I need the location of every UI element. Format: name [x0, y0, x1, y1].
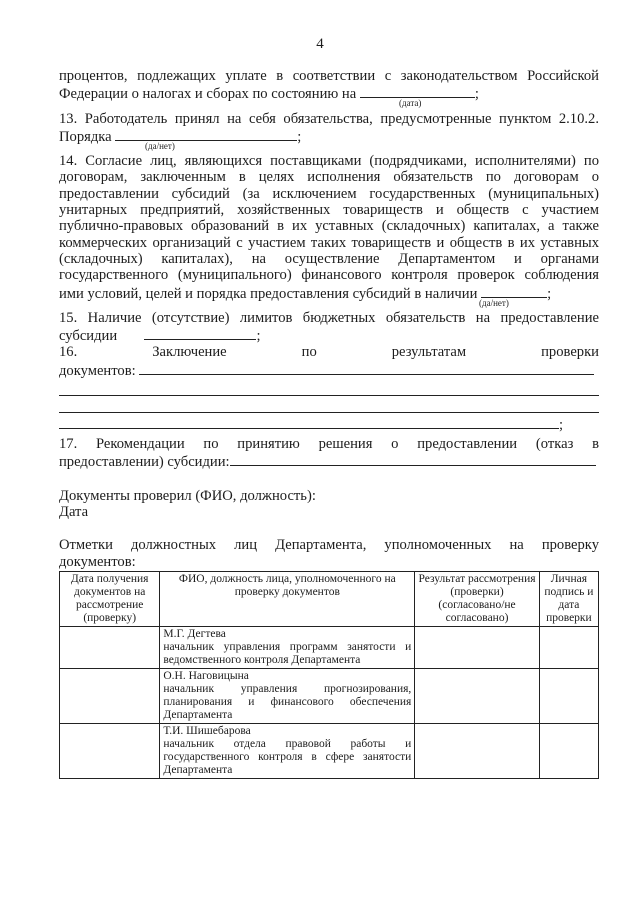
marks-line1: Отметки должностных лиц Департамента, уполномоченных на проверку: [59, 537, 599, 554]
p15-line1: 15. Наличие (отсутствие) лимитов бюджетных обязательств на предоставление: [59, 309, 599, 326]
cell-official: [160, 626, 415, 668]
p14-last-line: ими условий, целей и порядка предоставления субсидий в наличии ; (да/нет): [59, 285, 552, 308]
p16-conclusion-line[interactable]: [59, 379, 599, 396]
cell-date[interactable]: [60, 668, 160, 723]
p13-line2: Порядка ; (да/нет): [59, 128, 302, 151]
cell-date[interactable]: [60, 723, 160, 778]
checked-date-label: Дата: [59, 503, 89, 520]
cell-result[interactable]: [415, 626, 539, 668]
official-position: начальник управления прогнозирования, планирования и финансового обеспечения Департамента: [163, 682, 412, 721]
cell-result[interactable]: [415, 723, 539, 778]
document-body: [59, 68, 599, 779]
cell-signature[interactable]: [539, 668, 598, 723]
cell-result[interactable]: [415, 668, 539, 723]
p14-text: [59, 153, 599, 283]
p17-recommendation-field[interactable]: [230, 452, 596, 466]
header-date-received: Дата получения документов на рассмотрение (проверку): [60, 571, 160, 626]
p12-line2: Федерации о налогах и сборах по состоянию на ; (дата): [59, 86, 479, 109]
p14-line: государственного (муниципального) финансового контроля проверок соблюдения: [59, 267, 599, 284]
page-number: 4: [316, 36, 324, 52]
p16-line1: 16. Заключение по результатам проверки: [59, 344, 599, 361]
official-name: Т.И. Шишебарова: [163, 724, 251, 737]
table-row: [60, 723, 599, 778]
p12-date-field[interactable]: [360, 84, 475, 98]
p16-conclusion-field[interactable]: [139, 361, 594, 375]
official-position: начальник управления программ занятости и ведомственного контроля Департамента: [163, 640, 412, 666]
p14-hint: (да/нет): [479, 297, 509, 308]
marks-line2: документов:: [59, 553, 136, 570]
p16-last-line: ;: [59, 413, 599, 429]
p17-line1: 17. Рекомендации по принятию решения о предоставлении (отказ в: [59, 436, 599, 453]
cell-date[interactable]: [60, 626, 160, 668]
official-name: О.Н. Наговицына: [163, 669, 249, 682]
official-position: начальник отдела правовой работы и государственного контроля в сфере занятости Департамента: [163, 737, 412, 776]
table-row: [60, 668, 599, 723]
cell-official: [160, 668, 415, 723]
header-official: ФИО, должность лица, уполномоченного на проверку документов: [160, 571, 415, 626]
p16-line2: документов:: [59, 361, 599, 379]
official-name: М.Г. Дегтева: [163, 627, 226, 640]
p14-line: 14. Согласие лиц, являющихся поставщиками (подрядчиками, исполнителями) по: [59, 153, 599, 170]
p13-line1: 13. Работодатель принял на себя обязательства, предусмотренные пунктом 2.10.2.: [59, 110, 599, 127]
p15-field[interactable]: [144, 326, 256, 340]
checked-by-label: Документы проверил (ФИО, должность):: [59, 487, 316, 504]
table-row: [60, 626, 599, 668]
cell-signature[interactable]: [539, 723, 598, 778]
p14-yes-no-field[interactable]: [481, 284, 547, 298]
p13-hint: (да/нет): [145, 140, 175, 151]
p13-yes-no-field[interactable]: [115, 127, 297, 141]
header-signature: Личная подпись и дата проверки: [539, 571, 598, 626]
cell-official: [160, 723, 415, 778]
approval-table: [59, 571, 599, 779]
table-header-row: [60, 571, 599, 626]
p15-line2: субсидии ;: [59, 328, 261, 345]
p12-line1: процентов, подлежащих уплате в соответствии с законодательством Российской: [59, 68, 599, 84]
p17-line2: предоставлении) субсидии:: [59, 452, 599, 470]
header-result: Результат рассмотрения (проверки) (согласовано/не согласовано): [415, 571, 539, 626]
p14-line: предоставлении субсидий (за исключением государственных (муниципальных): [59, 185, 599, 202]
p14-line: публично-правовых образований в их уставных (складочных) капиталах, а также: [59, 218, 599, 235]
p14-line: унитарных предприятий, хозяйственных товариществ и обществ с участием: [59, 202, 599, 219]
p12-hint: (дата): [399, 98, 422, 109]
p14-line: договорам, заключенным в целях исполнения обязательств по договорам о: [59, 169, 599, 186]
p14-line: (складочных) капиталах), на осуществление Департаментом и органами: [59, 250, 599, 267]
p16-conclusion-line[interactable]: [59, 396, 599, 413]
cell-signature[interactable]: [539, 626, 598, 668]
p16-conclusion-field-last[interactable]: [59, 413, 559, 429]
p14-line: коммерческих организаций с участием таких товариществ и обществ в их уставных: [59, 234, 599, 251]
